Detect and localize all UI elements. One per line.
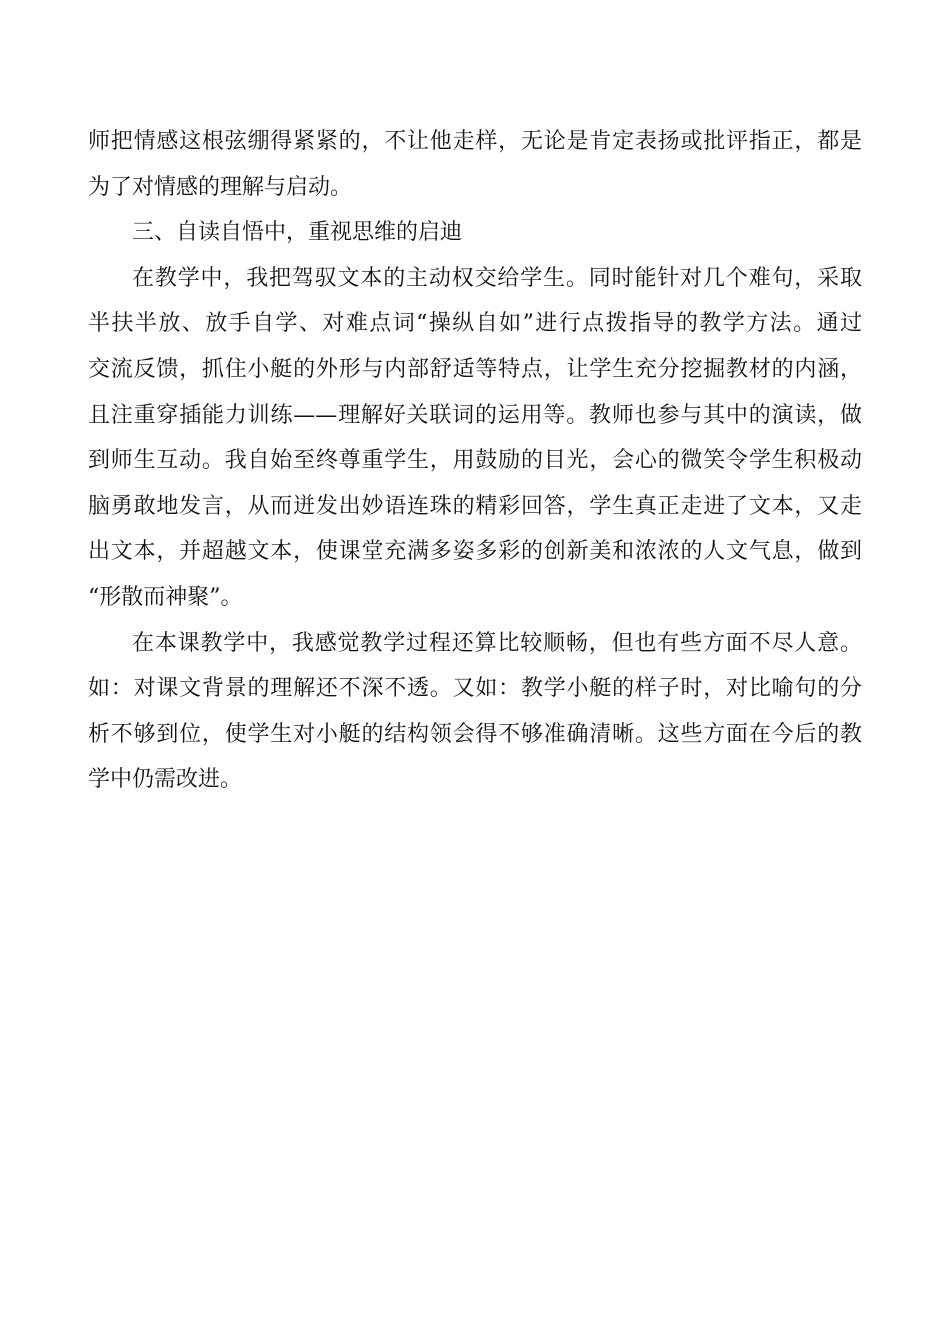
paragraph-line: 学中仍需改进。 <box>88 767 243 793</box>
paragraph-line: 为了对情感的理解与启动。 <box>88 174 353 200</box>
paragraph-line: 半扶半放、放手自学、对难点词“操纵自如”进行点拨指导的教学方法。通过 <box>88 311 862 337</box>
paragraph-line: 析不够到位，使学生对小艇的结构领会得不够准确清晰。这些方面在今后的教 <box>88 721 862 747</box>
paragraph-line: 到师生互动。我自始至终尊重学生，用鼓励的目光，会心的微笑令学生积极动 <box>88 448 862 474</box>
paragraph-line: 且注重穿插能力训练——理解好关联词的运用等。教师也参与其中的演读，做 <box>88 402 862 428</box>
section-heading: 三、自读自悟中，重视思维的启迪 <box>132 220 463 246</box>
paragraph-line: 交流反馈，抓住小艇的外形与内部舒适等特点，让学生充分挖掘教材的内涵， <box>88 356 862 382</box>
paragraph-line: 在教学中，我把驾驭文本的主动权交给学生。同时能针对几个难句，采取 <box>132 265 862 291</box>
paragraph-line: 在本课教学中，我感觉教学过程还算比较顺畅，但也有些方面不尽人意。 <box>132 630 862 656</box>
document-body <box>88 119 862 803</box>
paragraph-line: 出文本，并超越文本，使课堂充满多姿多彩的创新美和浓浓的人文气息，做到 <box>88 539 862 565</box>
paragraph-line: 如：对课文背景的理解还不深不透。又如：教学小艇的样子时，对比喻句的分 <box>88 676 862 702</box>
paragraph-line: 脑勇敢地发言，从而迸发出妙语连珠的精彩回答，学生真正走进了文本，又走 <box>88 493 862 519</box>
paragraph-line: 师把情感这根弦绷得紧紧的，不让他走样，无论是肯定表扬或批评指正，都是 <box>88 129 862 154</box>
paragraph-line: “形散而神聚”。 <box>88 584 243 610</box>
